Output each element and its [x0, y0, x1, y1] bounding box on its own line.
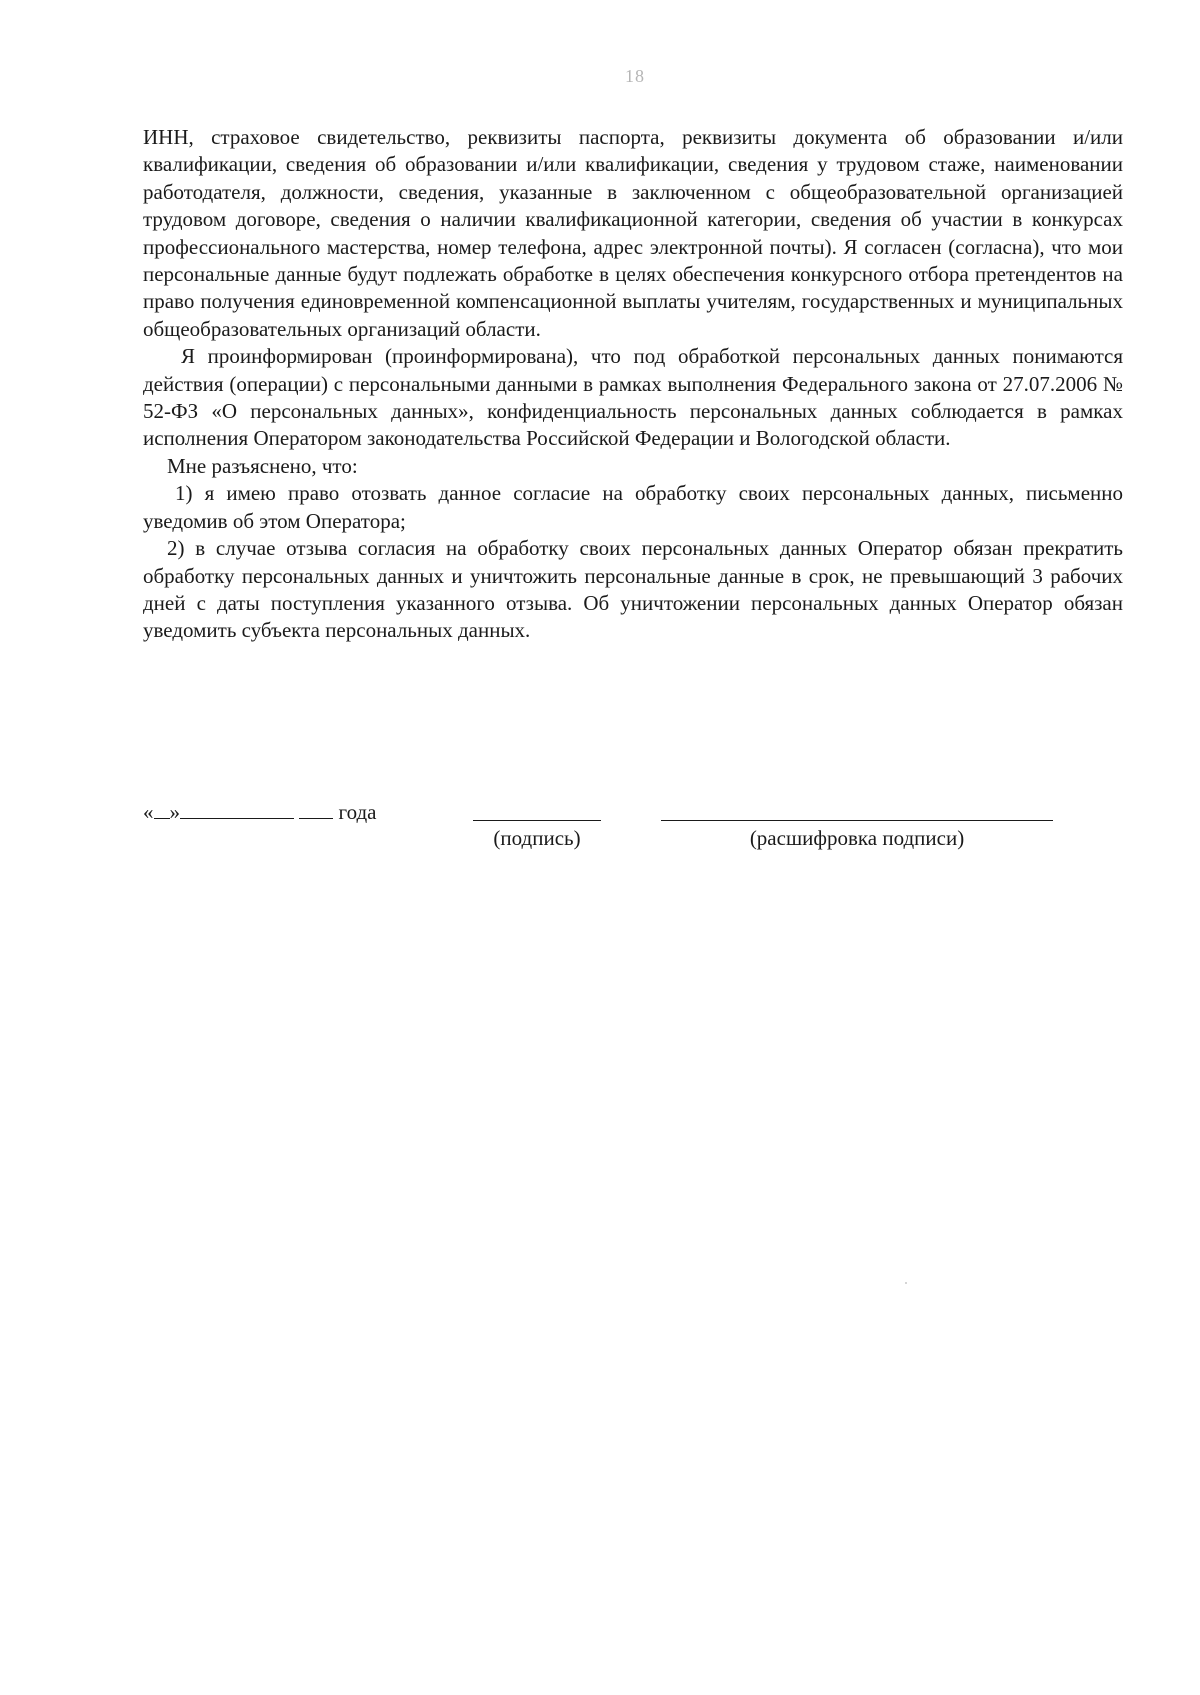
date-suffix: года	[338, 800, 377, 824]
month-blank-line	[180, 800, 294, 819]
date-close-quote: »	[169, 800, 180, 824]
paragraph-consent-details: ИНН, страховое свидетельство, реквизиты паспорта, реквизиты документа об образовании и/или квалификации, сведения об образовании и/или квалификации, сведения у трудовом стаже, наименовании работодателя, должности, сведения, указанные в заключенном с общеобразовательной организацией трудовом договоре, сведения о наличии квалификационной категории, сведения об участии в конкурсах профессионального мастерства, номер телефона, адрес электронной почты). Я согласен (согласна), что мои персональные данные будут подлежать обработке в целях обеспечения конкурсного отбора претендентов на право получения единовременной компенсационной выплаты учителям, государственных и муниципальных общеобразовательных организаций области.	[143, 125, 1123, 341]
page-number: 18	[625, 66, 645, 86]
list-item-2: 2) в случае отзыва согласия на обработку своих персональных данных Оператор обязан прекратить обработку персональных данных и уничтожить персональные данные в срок, не превышающий 3 рабочих дней с даты поступления указанного отзыва. Об уничтожении персональных данных Оператор обязан уведомить субъекта персональных данных.	[143, 536, 1123, 643]
date-open-quote: «	[143, 800, 154, 824]
signature-row	[143, 800, 1123, 860]
signature-decoding-line	[661, 820, 1053, 821]
date-field	[143, 800, 377, 825]
signature-line	[473, 820, 601, 821]
year-blank-line	[299, 800, 333, 819]
document-body	[143, 124, 1123, 645]
scan-speck	[905, 1282, 907, 1284]
signature-caption: (подпись)	[493, 826, 581, 850]
day-blank-line	[154, 800, 170, 819]
paragraph-explained-intro: Мне разъяснено, что:	[167, 453, 358, 478]
paragraph-informed: Я проинформирован (проинформирована), что под обработкой персональных данных понимаются действия (операции) с персональными данными в рамках выполнения Федерального закона от 27.07.2006 № 52-ФЗ «О персональных данных», конфиденциальность персональных данных соблюдается в рамках исполнения Оператором законодательства Российской Федерации и Вологодской области.	[143, 344, 1123, 451]
signature-decoding-caption: (расшифровка подписи)	[749, 826, 965, 850]
list-item-1: 1) я имею право отозвать данное согласие на обработку своих персональных данных, письменно уведомив об этом Оператора;	[143, 481, 1123, 533]
